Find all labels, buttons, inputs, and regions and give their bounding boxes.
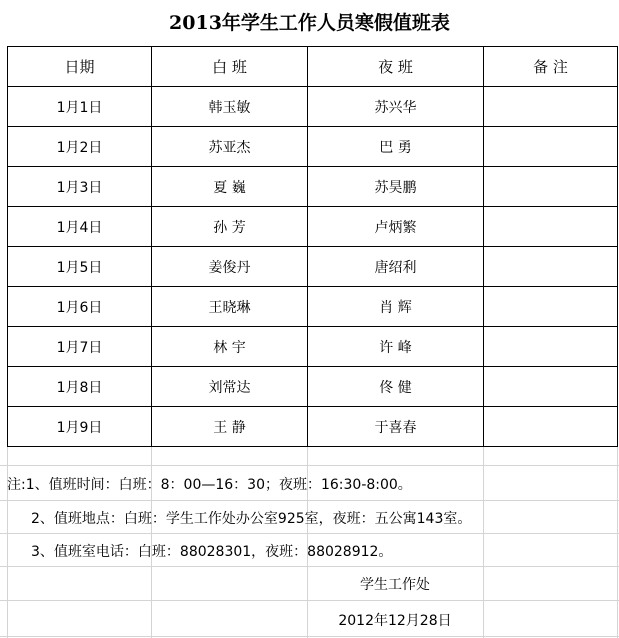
cell-day-shift[interactable]: 姜俊丹: [152, 247, 308, 287]
cell-night-shift[interactable]: 苏兴华: [308, 87, 484, 127]
table-row: [8, 327, 618, 367]
sheet-title: 2013年学生工作人员寒假值班表: [0, 0, 619, 46]
note-line-3[interactable]: 3、值班室电话：白班：88028301，夜班：88028912。: [31, 544, 393, 560]
cell-remark[interactable]: [484, 207, 618, 247]
table-row: [8, 167, 618, 207]
cell-date[interactable]: 1月9日: [8, 407, 152, 447]
table-header-row: [8, 47, 618, 87]
cell-day-shift[interactable]: 孙 芳: [152, 207, 308, 247]
note-line-1[interactable]: 注:1、值班时间：白班：8：00—16：30；夜班：16:30-8:00。: [7, 477, 412, 493]
gridline: [0, 533, 619, 534]
gridline: [0, 566, 619, 567]
duty-table: [7, 46, 618, 447]
cell-date[interactable]: 1月1日: [8, 87, 152, 127]
cell-remark[interactable]: [484, 327, 618, 367]
header-day-shift[interactable]: 白 班: [152, 47, 308, 87]
cell-remark[interactable]: [484, 87, 618, 127]
cell-date[interactable]: 1月3日: [8, 167, 152, 207]
cell-day-shift[interactable]: 苏亚杰: [152, 127, 308, 167]
cell-day-shift[interactable]: 林 宇: [152, 327, 308, 367]
cell-night-shift[interactable]: 肖 辉: [308, 287, 484, 327]
table-row: [8, 407, 618, 447]
cell-night-shift[interactable]: 苏昊鹏: [308, 167, 484, 207]
cell-remark[interactable]: [484, 407, 618, 447]
gridline: [0, 600, 619, 601]
cell-remark[interactable]: [484, 367, 618, 407]
table-row: [8, 207, 618, 247]
table-row: [8, 127, 618, 167]
note-line-2[interactable]: 2、值班地点：白班：学生工作处办公室925室，夜班：五公寓143室。: [31, 511, 472, 527]
cell-night-shift[interactable]: 卢炳繁: [308, 207, 484, 247]
table-row: [8, 367, 618, 407]
table-row: [8, 247, 618, 287]
table-row: [8, 287, 618, 327]
header-night-shift[interactable]: 夜 班: [308, 47, 484, 87]
cell-remark[interactable]: [484, 247, 618, 287]
cell-day-shift[interactable]: 王晓琳: [152, 287, 308, 327]
gridline: [0, 465, 619, 466]
cell-date[interactable]: 1月7日: [8, 327, 152, 367]
gridline: [0, 500, 619, 501]
cell-day-shift[interactable]: 王 静: [152, 407, 308, 447]
cell-remark[interactable]: [484, 287, 618, 327]
header-date[interactable]: 日期: [8, 47, 152, 87]
gridline: [0, 636, 619, 637]
cell-date[interactable]: 1月8日: [8, 367, 152, 407]
cell-date[interactable]: 1月5日: [8, 247, 152, 287]
cell-remark[interactable]: [484, 167, 618, 207]
cell-remark[interactable]: [484, 127, 618, 167]
header-remark[interactable]: 备 注: [484, 47, 618, 87]
cell-night-shift[interactable]: 巴 勇: [308, 127, 484, 167]
cell-date[interactable]: 1月4日: [8, 207, 152, 247]
footer-date[interactable]: 2012年12月28日: [338, 613, 452, 629]
footer-office[interactable]: 学生工作处: [360, 577, 430, 593]
cell-day-shift[interactable]: 夏 巍: [152, 167, 308, 207]
cell-night-shift[interactable]: 许 峰: [308, 327, 484, 367]
cell-day-shift[interactable]: 刘常达: [152, 367, 308, 407]
cell-date[interactable]: 1月2日: [8, 127, 152, 167]
table-row: [8, 87, 618, 127]
cell-night-shift[interactable]: 唐绍利: [308, 247, 484, 287]
cell-day-shift[interactable]: 韩玉敏: [152, 87, 308, 127]
cell-night-shift[interactable]: 佟 健: [308, 367, 484, 407]
cell-night-shift[interactable]: 于喜春: [308, 407, 484, 447]
cell-date[interactable]: 1月6日: [8, 287, 152, 327]
